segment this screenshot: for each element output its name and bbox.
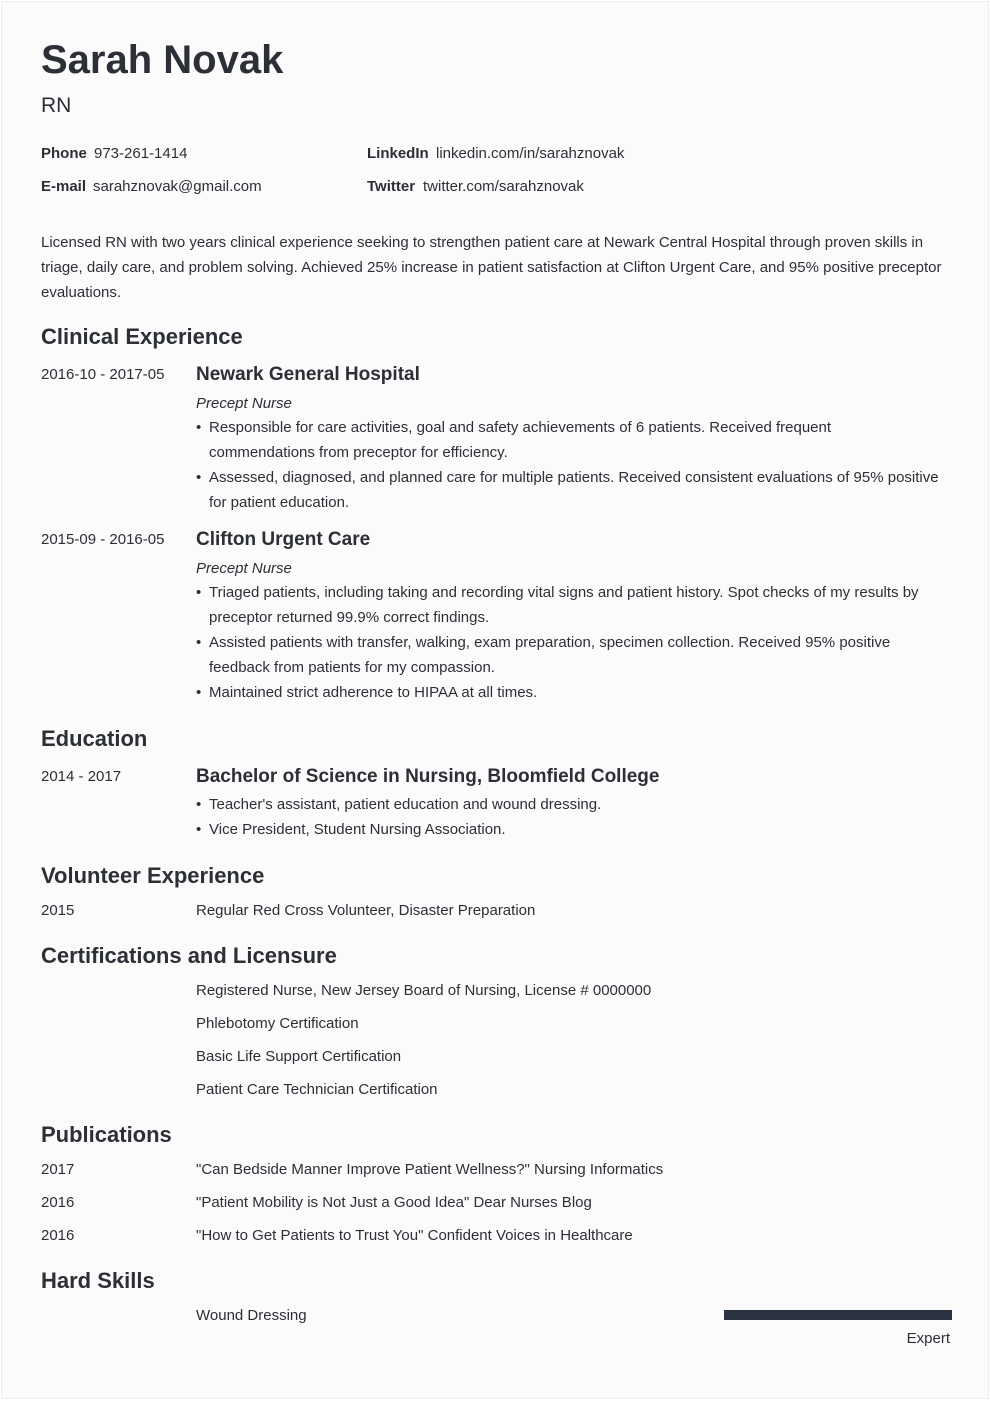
list-item: • Triaged patients, including taking and recording vital signs and patient history. Spot checks of my results by preceptor returned 99.9% correct findings. bbox=[196, 580, 941, 630]
clinical-experience-heading: Clinical Experience bbox=[41, 324, 243, 349]
job-dates: 2015-09 - 2016-05 bbox=[41, 531, 165, 548]
candidate-title: RN bbox=[41, 94, 72, 117]
volunteer-heading: Volunteer Experience bbox=[41, 863, 265, 888]
publications-heading: Publications bbox=[41, 1122, 172, 1147]
hard-skills-heading: Hard Skills bbox=[41, 1268, 155, 1293]
phone-label: Phone bbox=[41, 145, 87, 162]
publication-year: 2016 bbox=[41, 1227, 75, 1244]
skill-level-fill bbox=[724, 1310, 952, 1320]
publication-year: 2017 bbox=[41, 1161, 75, 1178]
education-heading: Education bbox=[41, 726, 148, 751]
certification-item: Phlebotomy Certification bbox=[196, 1015, 359, 1032]
phone-value[interactable]: 973-261-1414 bbox=[94, 145, 188, 162]
education-degree: Bachelor of Science in Nursing, Bloomfield College bbox=[196, 766, 660, 787]
job-bullet-list bbox=[196, 580, 941, 705]
summary-paragraph: Licensed RN with two years clinical experience seeking to strengthen patient care at Newark Central Hospital through proven skills in triage, daily care, and problem solving. Achieved 25% increase in patient satisfaction at Clifton Urgent Care, and 95% positive preceptor evaluations. bbox=[41, 234, 942, 301]
skill-name: Wound Dressing bbox=[196, 1307, 307, 1324]
skill-level-bar bbox=[724, 1310, 952, 1320]
linkedin-label: LinkedIn bbox=[367, 145, 429, 162]
linkedin-link[interactable]: linkedin.com/in/sarahznovak bbox=[436, 145, 625, 162]
certification-item: Registered Nurse, New Jersey Board of Nursing, License # 0000000 bbox=[196, 982, 652, 999]
list-item: • Vice President, Student Nursing Association. bbox=[196, 817, 941, 842]
job-organization: Clifton Urgent Care bbox=[196, 529, 371, 550]
publication-title: "Can Bedside Manner Improve Patient Wellness?" Nursing Informatics bbox=[196, 1161, 664, 1178]
job-dates: 2016-10 - 2017-05 bbox=[41, 366, 165, 383]
email-value[interactable]: sarahznovak@gmail.com bbox=[93, 178, 262, 195]
resume-page bbox=[1, 1, 989, 1399]
publication-title: "Patient Mobility is Not Just a Good Idea" Dear Nurses Blog bbox=[196, 1194, 592, 1211]
candidate-name: Sarah Novak bbox=[41, 38, 284, 82]
list-item: • Teacher's assistant, patient education and wound dressing. bbox=[196, 792, 941, 817]
job-organization: Newark General Hospital bbox=[196, 364, 420, 385]
certifications-heading: Certifications and Licensure bbox=[41, 943, 337, 968]
list-item: • Responsible for care activities, goal and safety achievements of 6 patients. Received frequent commendations from preceptor for efficiency. bbox=[196, 415, 941, 465]
job-bullet-list bbox=[196, 415, 941, 515]
email-label: E-mail bbox=[41, 178, 87, 195]
volunteer-text: Regular Red Cross Volunteer, Disaster Preparation bbox=[196, 902, 536, 919]
education-dates: 2014 - 2017 bbox=[41, 768, 122, 785]
skill-level-label: Expert bbox=[906, 1330, 950, 1347]
certification-item: Patient Care Technician Certification bbox=[196, 1081, 438, 1098]
publication-year: 2016 bbox=[41, 1194, 75, 1211]
twitter-link[interactable]: twitter.com/sarahznovak bbox=[423, 178, 584, 195]
volunteer-year: 2015 bbox=[41, 902, 75, 919]
list-item: • Assessed, diagnosed, and planned care for multiple patients. Received consistent evaluations of 95% positive for patient education. bbox=[196, 465, 941, 515]
education-bullet-list bbox=[196, 792, 941, 842]
job-role: Precept Nurse bbox=[196, 395, 292, 412]
publication-title: "How to Get Patients to Trust You" Confident Voices in Healthcare bbox=[196, 1227, 633, 1244]
twitter-label: Twitter bbox=[367, 178, 416, 195]
certification-item: Basic Life Support Certification bbox=[196, 1048, 402, 1065]
job-role: Precept Nurse bbox=[196, 560, 292, 577]
list-item: • Maintained strict adherence to HIPAA at all times. bbox=[196, 680, 941, 705]
list-item: • Assisted patients with transfer, walking, exam preparation, specimen collection. Received 95% positive feedback from patients for my compassion. bbox=[196, 630, 941, 680]
